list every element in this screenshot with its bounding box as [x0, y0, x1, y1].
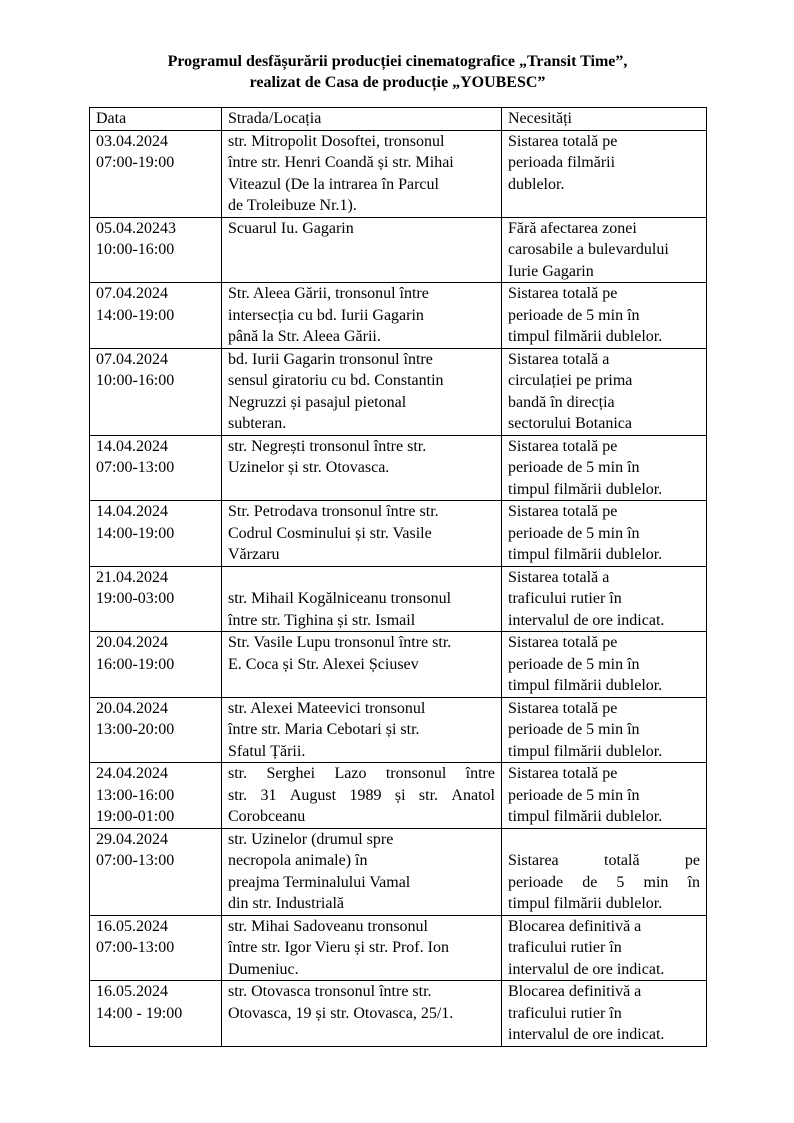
table-row: [90, 566, 707, 632]
location-line: bd. Iurii Gagarin tronsonul între: [228, 350, 433, 368]
date-line: 07.04.2024: [96, 350, 168, 368]
date-cell: [90, 915, 222, 981]
needs-cell: [502, 566, 707, 632]
needs-line: traficului rutier în: [508, 1004, 622, 1022]
needs-line: dublelor.: [508, 175, 565, 193]
date-line: 19:00-01:00: [96, 808, 175, 825]
location-line: Otovasca, 19 și str. Otovasca, 25/1.: [228, 1004, 454, 1022]
date-line: 16.05.2024: [96, 983, 168, 1000]
needs-line: Sistarea totală a: [508, 568, 610, 586]
location-line: intersecția cu bd. Iurii Gagarin: [228, 306, 424, 324]
needs-line: perioade de 5 min în: [508, 655, 640, 673]
location-line: între str. Igor Vieru și str. Prof. Ion: [228, 939, 449, 956]
needs-line: perioade de 5 min în: [508, 873, 700, 891]
location-line: Scuarul Iu. Gagarin: [228, 219, 354, 237]
table-row: [90, 828, 707, 915]
date-line: 14.04.2024: [96, 437, 168, 455]
needs-line: timpul filmării dublelor.: [508, 328, 663, 345]
date-line: 20.04.2024: [96, 634, 168, 651]
location-line: între str. Maria Cebotari și str.: [228, 721, 420, 738]
needs-line: perioade de 5 min în: [508, 721, 640, 738]
date-cell: [90, 283, 222, 349]
needs-cell: [502, 348, 707, 435]
date-line: 10:00-16:00: [96, 241, 175, 258]
table-row: [90, 283, 707, 349]
date-cell: [90, 435, 222, 501]
location-line: între str. Tighina și str. Ismail: [228, 611, 416, 629]
needs-line: timpul filmării dublelor.: [508, 546, 663, 563]
date-cell: [90, 828, 222, 915]
needs-line: intervalul de ore indicat.: [508, 1026, 665, 1043]
location-cell: [222, 566, 502, 632]
needs-line: Sistarea totală pe: [508, 765, 618, 782]
date-line: 03.04.2024: [96, 132, 168, 150]
needs-cell: [502, 697, 707, 763]
location-cell: [222, 283, 502, 349]
date-cell: [90, 763, 222, 829]
location-line: între str. Henri Coandă și str. Mihai: [228, 154, 454, 171]
needs-cell: [502, 915, 707, 981]
needs-line: traficului rutier în: [508, 939, 622, 956]
location-line: preajma Terminalului Vamal: [228, 873, 411, 891]
location-cell: [222, 348, 502, 435]
date-line: 05.04.20243: [96, 219, 176, 237]
location-line: str. Mihail Kogălniceanu tronsonul: [228, 590, 452, 607]
needs-line: perioada filmării: [508, 154, 616, 171]
header-date: Data: [90, 108, 222, 131]
location-line: Dumeniuc.: [228, 960, 299, 978]
needs-line: Fără afectarea zonei: [508, 219, 637, 237]
table-row: [90, 130, 707, 217]
needs-line: intervalul de ore indicat.: [508, 960, 665, 978]
date-line: 07:00-13:00: [96, 939, 175, 956]
needs-line: perioade de 5 min în: [508, 306, 640, 324]
date-line: 19:00-03:00: [96, 590, 175, 607]
location-line: str. Mitropolit Dosoftei, tronsonul: [228, 132, 445, 150]
table-row: [90, 501, 707, 567]
header-needs: Necesități: [502, 108, 707, 131]
date-line: 13:00-20:00: [96, 721, 175, 738]
needs-line: timpul filmării dublelor.: [508, 808, 663, 825]
date-line: 16.05.2024: [96, 917, 168, 935]
date-line: 20.04.2024: [96, 699, 168, 717]
location-line: str. 31 August 1989 și str. Anatol: [228, 786, 495, 804]
needs-line: timpul filmării dublelor.: [508, 677, 663, 694]
location-line: sensul giratoriu cu bd. Constantin: [228, 372, 444, 389]
date-cell: [90, 217, 222, 283]
needs-line: perioade de 5 min în: [508, 786, 640, 804]
needs-line: timpul filmării dublelor.: [508, 742, 663, 760]
needs-line: Sistarea totală pe: [508, 634, 618, 651]
location-line: Str. Vasile Lupu tronsonul între str.: [228, 634, 452, 651]
location-cell: [222, 981, 502, 1047]
needs-line: Sistarea totală a: [508, 350, 610, 368]
needs-line: traficului rutier în: [508, 590, 622, 607]
location-cell: [222, 697, 502, 763]
date-line: 14:00-19:00: [96, 306, 175, 324]
needs-cell: [502, 763, 707, 829]
location-line: din str. Industrială: [228, 895, 344, 912]
table-row: [90, 217, 707, 283]
needs-line: timpul filmării dublelor.: [508, 480, 663, 498]
needs-cell: [502, 435, 707, 501]
location-cell: [222, 915, 502, 981]
table-row: [90, 763, 707, 829]
date-line: 14:00 - 19:00: [96, 1004, 183, 1022]
date-line: 24.04.2024: [96, 765, 168, 782]
table-header-row: [90, 108, 707, 131]
location-cell: [222, 217, 502, 283]
date-line: 07:00-13:00: [96, 459, 175, 476]
date-cell: [90, 501, 222, 567]
location-line: Str. Petrodava tronsonul între str.: [228, 503, 439, 520]
needs-line: perioade de 5 min în: [508, 459, 640, 476]
location-cell: [222, 435, 502, 501]
needs-line: perioade de 5 min în: [508, 524, 640, 542]
table-row: [90, 435, 707, 501]
location-line: până la Str. Aleea Gării.: [228, 328, 381, 345]
location-cell: [222, 501, 502, 567]
needs-cell: [502, 283, 707, 349]
table-row: [90, 632, 707, 698]
date-line: 13:00-16:00: [96, 786, 175, 804]
table-row: [90, 697, 707, 763]
needs-line: sectorului Botanica: [508, 415, 632, 432]
date-line: 21.04.2024: [96, 568, 168, 586]
location-cell: [222, 828, 502, 915]
needs-line: bandă în direcția: [508, 393, 615, 411]
needs-line: Sistarea totală pe: [508, 285, 618, 302]
location-line: Sfatul Țării.: [228, 742, 306, 760]
location-line: de Troleibuze Nr.1).: [228, 197, 357, 214]
location-line: str. Negrești tronsonul între str.: [228, 437, 427, 455]
needs-line: Sistarea totală pe: [508, 503, 618, 520]
needs-line: timpul filmării dublelor.: [508, 895, 663, 912]
location-line: necropola animale) în: [228, 852, 368, 869]
date-cell: [90, 697, 222, 763]
needs-cell: [502, 130, 707, 217]
needs-line: Blocarea definitivă a: [508, 983, 642, 1000]
date-line: 07:00-13:00: [96, 852, 175, 869]
date-line: 07.04.2024: [96, 285, 168, 302]
title-line-1: Programul desfășurării producției cinematografice „Transit Time”,: [167, 53, 628, 70]
date-cell: [90, 632, 222, 698]
date-cell: [90, 566, 222, 632]
location-cell: [222, 632, 502, 698]
title-line-2: realizat de Casa de producție „YOUBESC”: [249, 74, 546, 91]
date-line: 29.04.2024: [96, 830, 168, 848]
header-location: Strada/Locația: [222, 108, 502, 131]
date-line: 10:00-16:00: [96, 372, 175, 389]
needs-cell: [502, 217, 707, 283]
needs-line: Sistarea totală pe: [508, 437, 618, 455]
location-line: subteran.: [228, 415, 287, 432]
needs-cell: [502, 501, 707, 567]
needs-cell: [502, 632, 707, 698]
needs-cell: [502, 828, 707, 915]
needs-cell: [502, 981, 707, 1047]
location-line: Uzinelor și str. Otovasca.: [228, 459, 390, 476]
schedule-table: [89, 107, 707, 1047]
date-line: 14.04.2024: [96, 503, 168, 520]
location-cell: [222, 763, 502, 829]
needs-line: carosabile a bulevardului: [508, 241, 669, 258]
table-row: [90, 348, 707, 435]
date-line: 07:00-19:00: [96, 154, 175, 171]
location-line: Codrul Cosminului și str. Vasile: [228, 524, 432, 542]
needs-line: Sistarea totală pe: [508, 699, 618, 717]
location-line: Viteazul (De la intrarea în Parcul: [228, 175, 439, 193]
needs-line: intervalul de ore indicat.: [508, 611, 665, 629]
date-line: 14:00-19:00: [96, 524, 175, 542]
location-line: str. Uzinelor (drumul spre: [228, 830, 394, 848]
location-line: Str. Aleea Gării, tronsonul între: [228, 285, 429, 302]
needs-line: circulației pe prima: [508, 372, 633, 389]
location-cell: [222, 130, 502, 217]
location-line: Corobceanu: [228, 808, 306, 825]
location-line: str. Mihai Sadoveanu tronsonul: [228, 917, 428, 935]
location-line: E. Coca și Str. Alexei Șciusev: [228, 655, 419, 673]
location-line: Vărzaru: [228, 546, 280, 563]
table-row: [90, 981, 707, 1047]
location-line: Negruzzi și pasajul pietonal: [228, 393, 407, 411]
date-cell: [90, 981, 222, 1047]
needs-line: Sistarea totală pe: [508, 852, 700, 869]
date-cell: [90, 130, 222, 217]
needs-line: Iurie Gagarin: [508, 262, 594, 280]
schedule-body: [90, 130, 707, 1046]
document-title: [89, 51, 706, 93]
location-line: str. Otovasca tronsonul între str.: [228, 983, 432, 1000]
needs-line: Sistarea totală pe: [508, 132, 618, 150]
date-cell: [90, 348, 222, 435]
location-line: str. Serghei Lazo tronsonul între: [228, 765, 495, 782]
needs-line: Blocarea definitivă a: [508, 917, 642, 935]
date-line: 16:00-19:00: [96, 655, 175, 673]
location-line: str. Alexei Mateevici tronsonul: [228, 699, 426, 717]
table-row: [90, 915, 707, 981]
